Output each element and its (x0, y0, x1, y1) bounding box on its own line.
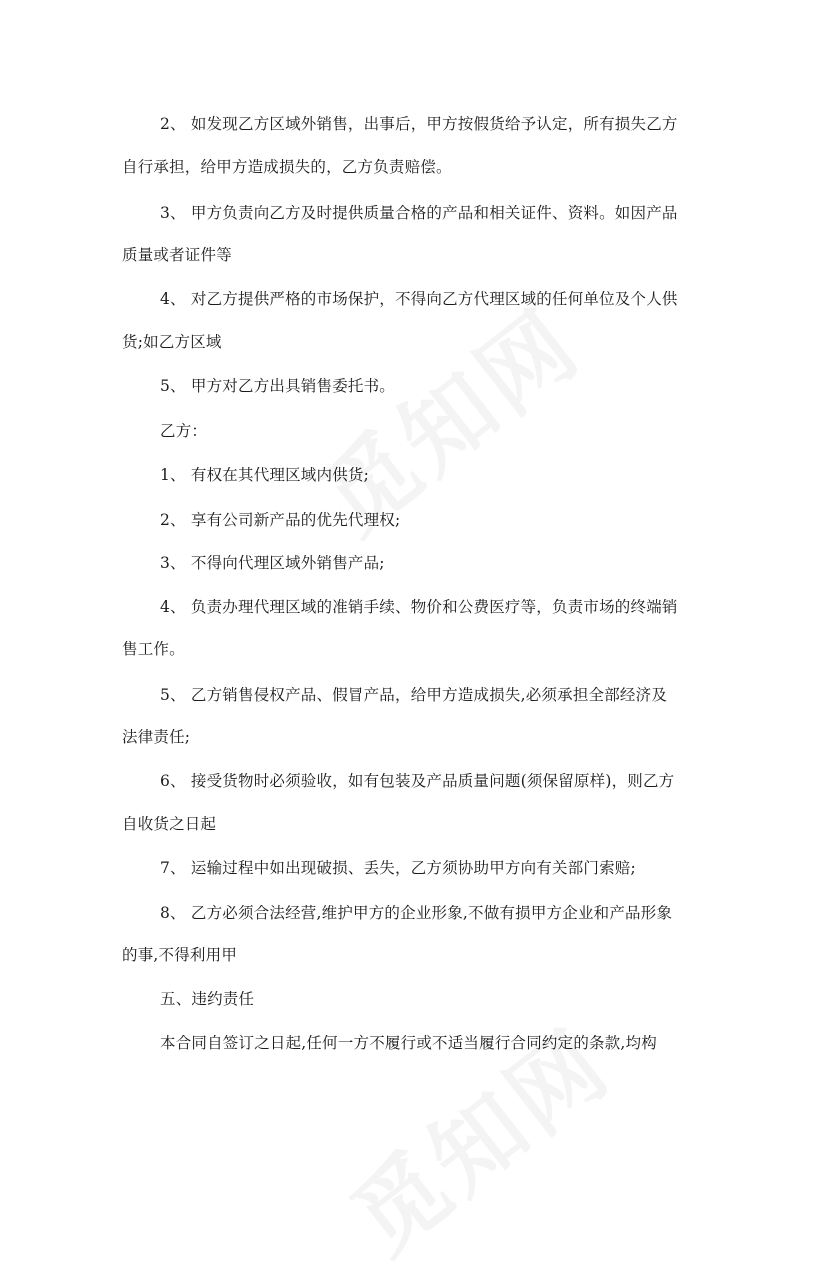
section-heading: 乙方： (160, 422, 208, 440)
paragraph-line: 货;如乙方区域 (122, 333, 222, 351)
paragraph-line: 4、 负责办理代理区域的准销手续、物价和公费医疗等，负责市场的终端销 (160, 598, 678, 616)
paragraph-line: 1、 有权在其代理区域内供货; (160, 466, 370, 484)
section-heading: 五、违约责任 (160, 990, 255, 1008)
paragraph-line: 5、 乙方销售侵权产品、假冒产品，给甲方造成损失,必须承担全部经济及 (160, 686, 668, 704)
paragraph-line: 法律责任; (122, 728, 191, 746)
paragraph-line: 质量或者证件等 (122, 246, 232, 264)
paragraph-line: 4、 对乙方提供严格的市场保护，不得向乙方代理区域的任何单位及个人供 (160, 290, 678, 308)
paragraph-line: 2、 如发现乙方区域外销售，出事后，甲方按假货给予认定，所有损失乙方 (160, 115, 678, 133)
paragraph-line: 自收货之日起 (122, 815, 217, 833)
paragraph-line: 6、 接受货物时必须验收，如有包装及产品质量问题(须保留原样)，则乙方 (160, 772, 675, 790)
paragraph-line: 的事,不得利用甲 (122, 946, 238, 964)
paragraph-line: 3、 甲方负责向乙方及时提供质量合格的产品和相关证件、资料。如因产品 (160, 204, 678, 222)
paragraph-line: 售工作。 (122, 640, 185, 658)
paragraph-line: 8、 乙方必须合法经营,维护甲方的企业形象,不做有损甲方企业和产品形象 (160, 904, 673, 922)
paragraph-line: 2、 享有公司新产品的优先代理权; (160, 511, 401, 529)
paragraph-line: 本合同自签订之日起,任何一方不履行或不适当履行合同约定的条款,均构 (160, 1034, 657, 1052)
paragraph-line: 3、 不得向代理区域外销售产品; (160, 554, 385, 572)
paragraph-line: 5、 甲方对乙方出具销售委托书。 (160, 377, 395, 395)
paragraph-line: 自行承担，给甲方造成损失的，乙方负责赔偿。 (122, 158, 452, 176)
paragraph-line: 7、 运输过程中如出现破损、丢失，乙方须协助甲方向有关部门索赔; (160, 859, 636, 877)
